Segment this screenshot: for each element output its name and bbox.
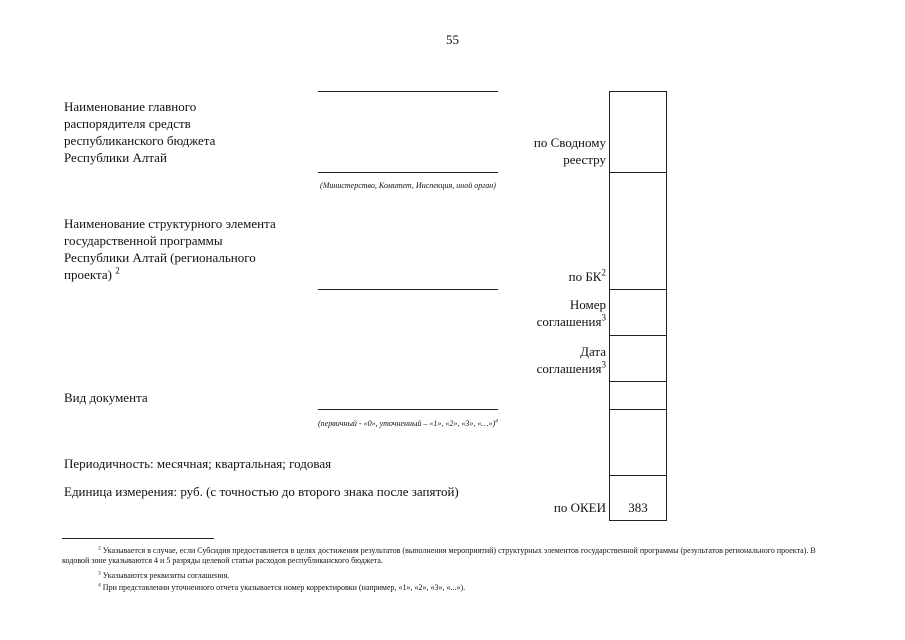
- document-type-input-line[interactable]: [318, 409, 498, 410]
- code-box-divider: [609, 289, 667, 290]
- code-box-divider: [609, 409, 667, 410]
- main-distributor-top-line: [318, 91, 498, 92]
- code-column: [609, 91, 667, 521]
- okei-code-value: 383: [628, 500, 648, 515]
- footnote-2: $^2$ Указывается в случае, если Субсидия предоставляется в целях достижения результатов (выполнения мероприятий) структурных элементов государственной программы (результатов регионального проекта). В кодовой зоне указываются 4 и 5 разряды целевой статьи расходов республиканского бюджета.: [62, 545, 816, 565]
- page-number: 55: [446, 32, 459, 47]
- main-distributor-label: Наименование главного распорядителя средств республиканского бюджета Республики Алтай: [64, 99, 216, 165]
- code-box-divider: [609, 172, 667, 173]
- agreement-date-label: Дата соглашения$^3$: [536, 344, 606, 376]
- document-type-label: Вид документа: [64, 390, 148, 405]
- code-box-divider: [609, 475, 667, 476]
- code-box-divider: [609, 381, 667, 382]
- unit-label: Единица измерения: руб. (с точностью до второго знака после запятой): [64, 484, 459, 499]
- structural-element-input-line[interactable]: [318, 289, 498, 290]
- okei-code-label: по ОКЕИ: [553, 500, 606, 515]
- footnote-3: $^3$ Указываются реквизиты соглашения.: [98, 570, 230, 580]
- structural-element-code-label: по $БК^2$: [568, 267, 606, 284]
- agreement-number-label: Номер соглашения$^3$: [536, 297, 606, 329]
- footnote-4: $^4$ При представлении уточненного отчета указывается номер корректировки (например, «1», «2», «3», «...»).: [98, 582, 466, 592]
- structural-element-label: Наименование структурного элемента государственной программы Республики Алтай (регионального проекта) $^2$: [64, 216, 276, 282]
- code-box-divider: [609, 335, 667, 336]
- document-type-hint: (первичный - «0», уточненный – «1», «2», «3», «…»)$^4$: [318, 418, 498, 428]
- main-distributor-input-line[interactable]: [318, 172, 498, 173]
- main-distributor-code-label: по Сводному реестру: [533, 135, 606, 167]
- main-distributor-hint: (Министерство, Комитет, Инспекция, иной орган): [320, 181, 496, 190]
- footnote-separator: [62, 538, 214, 539]
- periodicity-label: Периодичность: месячная; квартальная; годовая: [64, 456, 332, 471]
